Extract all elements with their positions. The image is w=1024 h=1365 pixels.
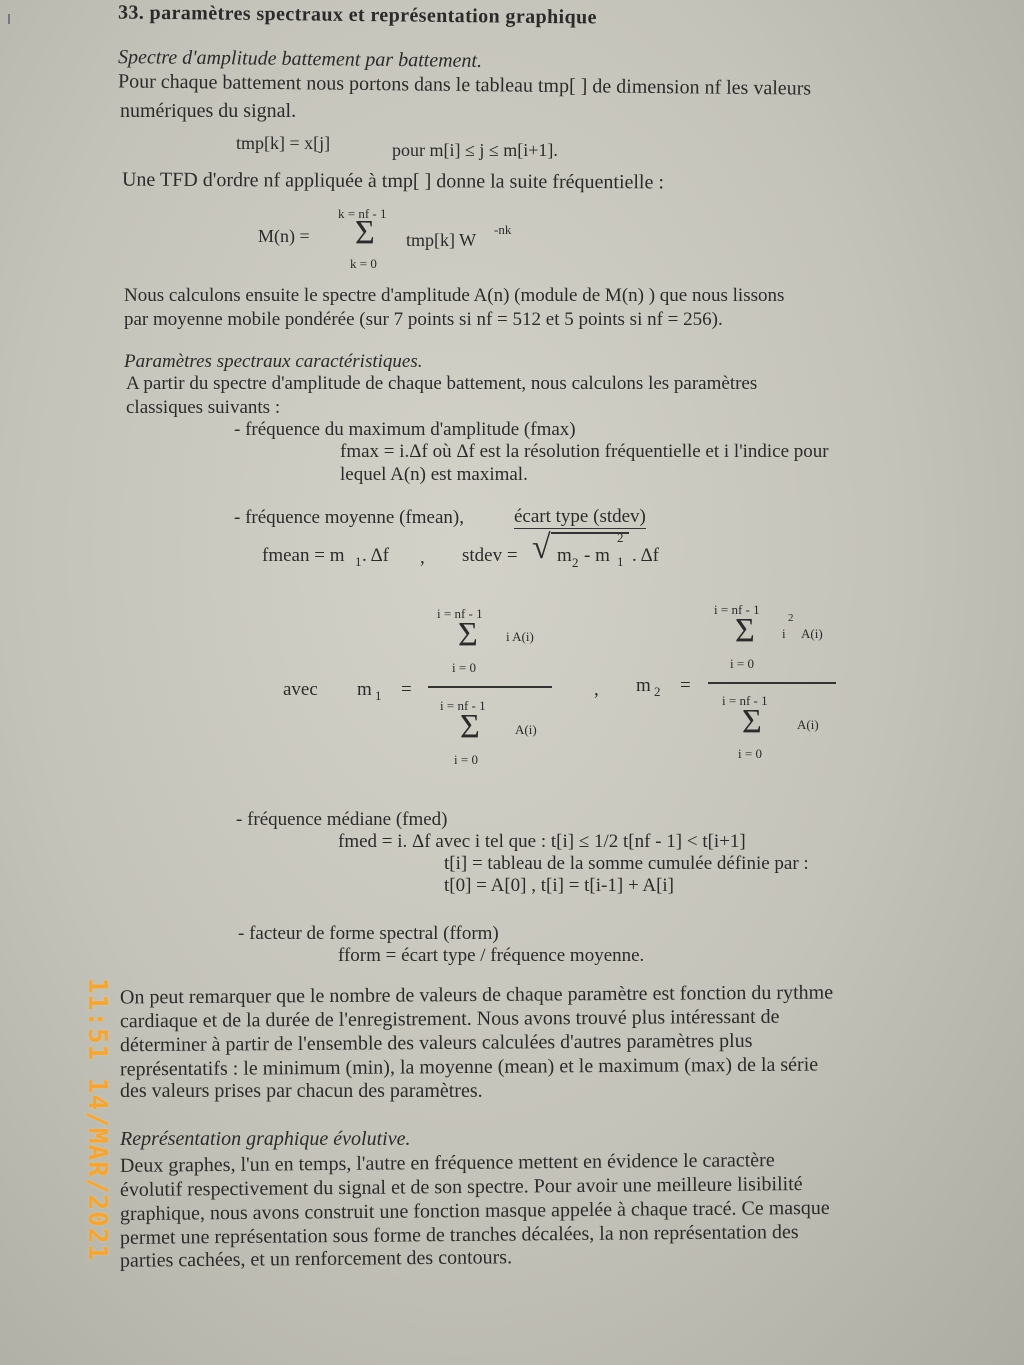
m1-denominator-body: A(i) <box>515 722 537 737</box>
sum-upper-limit: i = nf - 1 <box>440 698 486 713</box>
paragraph-line: des valeurs prises par chacun des paramètres. <box>120 1080 483 1102</box>
list-item-fmax: - fréquence du maximum d'amplitude (fmax) <box>234 419 576 440</box>
sum-lower-limit: k = 0 <box>350 256 377 271</box>
stdev-minus-m: - m <box>584 545 610 566</box>
sigma-symbol: Σ <box>355 214 375 251</box>
paragraph-line: représentatifs : le minimum (min), la moyenne (mean) et le maximum (max) de la série <box>119 1053 819 1081</box>
paragraph-line: cardiaque et de la durée de l'enregistrement. Nous avons trouvé plus intéressant de <box>119 1005 780 1033</box>
m1-label: m <box>357 679 372 700</box>
paragraph-line: Une TFD d'ordre nf appliquée à tmp[ ] donne la suite fréquentielle : <box>121 168 665 194</box>
paragraph-line: par moyenne mobile pondérée (sur 7 points si nf = 512 et 5 points si nf = 256). <box>124 309 723 330</box>
subsection-title-parametres: Paramètres spectraux caractéristiques. <box>124 351 423 372</box>
fraction-bar-m2 <box>708 682 836 684</box>
subscript: 1 <box>355 554 362 569</box>
fmax-definition: fmax = i.Δf où Δf est la résolution fréquentielle et i l'indice pour <box>340 441 829 462</box>
paragraph-line: numériques du signal. <box>120 100 297 122</box>
list-item-fmed: - fréquence médiane (fmed) <box>236 809 448 830</box>
sum-upper-limit: k = nf - 1 <box>338 206 387 221</box>
equals-sign: = <box>680 675 691 696</box>
paragraph-line: graphique, nous avons construit une fonction masque appelée à chaque tracé. Ce masque <box>119 1196 830 1226</box>
m1-numerator-body: i A(i) <box>506 629 534 644</box>
subscript: 2 <box>654 684 661 699</box>
paragraph-line: Nous calculons ensuite le spectre d'amplitude A(n) (module de M(n) ) que nous lissons <box>124 285 785 306</box>
avec-label: avec <box>283 679 318 700</box>
date-stamp: 11:51 14/MAR/2021 <box>82 978 112 1262</box>
paragraph-line: déterminer à partir de l'ensemble des valeurs calculées d'autres paramètres plus <box>119 1029 753 1057</box>
list-item-fmean: - fréquence moyenne (fmean), <box>234 507 464 528</box>
paragraph-line: On peut remarquer que le nombre de valeurs de chaque paramètre est fonction du rythme <box>119 981 834 1009</box>
stdev-formula: stdev = <box>462 545 518 566</box>
subsection-title-representation: Représentation graphique évolutive. <box>120 1128 411 1150</box>
sum-lower-limit: i = 0 <box>454 752 478 767</box>
paragraph-line: évolutif respectivement du signal et de son spectre. Pour avoir une meilleure lisibilité <box>119 1173 803 1201</box>
sum-lower-limit: i = 0 <box>730 656 754 671</box>
sigma-symbol: Σ <box>460 708 480 745</box>
equation-tmp: tmp[k] = x[j] <box>236 133 331 153</box>
m2-label: m <box>636 675 651 696</box>
paragraph-line: Deux graphes, l'un en temps, l'autre en fréquence mettent en évidence le caractère <box>119 1149 775 1177</box>
fmed-definition: t[i] = tableau de la somme cumulée définie par : <box>444 853 809 874</box>
sum-upper-limit: i = nf - 1 <box>714 602 760 617</box>
subsection-title-spectre: Spectre d'amplitude battement par battement. <box>117 46 483 72</box>
exponent: -nk <box>494 222 512 237</box>
fform-definition: fform = écart type / fréquence moyenne. <box>338 945 645 966</box>
list-item-stdev: écart type (stdev) <box>514 506 646 527</box>
sqrt-symbol: √ <box>532 529 551 566</box>
page-edge-mark <box>8 14 10 24</box>
equation-tmp-condition: pour m[i] ≤ j ≤ m[i+1]. <box>392 140 558 160</box>
separator-comma: , <box>594 679 599 700</box>
sum-lower-limit: i = 0 <box>738 746 762 761</box>
sigma-symbol: Σ <box>742 703 762 740</box>
m2-numerator-body: A(i) <box>801 626 823 641</box>
paragraph-line: classiques suivants : <box>126 397 281 418</box>
subscript: 2 <box>572 555 579 570</box>
superscript: 2 <box>617 530 624 545</box>
sigma-symbol: Σ <box>735 612 755 649</box>
paragraph-line: A partir du spectre d'amplitude de chaque battement, nous calculons les paramètres <box>126 373 758 394</box>
sigma-symbol: Σ <box>458 616 478 653</box>
paragraph-line: Pour chaque battement nous portons dans le tableau tmp[ ] de dimension nf les valeurs <box>117 70 812 100</box>
m2-numerator-i: i <box>782 626 786 641</box>
fmean-formula: fmean = m <box>262 545 345 566</box>
stdev-m: m <box>557 545 572 566</box>
sum-lower-limit: i = 0 <box>452 660 476 675</box>
paragraph-line: permet une représentation sous forme de tranches décalées, la non représentation des <box>119 1221 799 1249</box>
section-heading: 33. paramètres spectraux et représentation graphique <box>117 1 597 29</box>
subscript: 1 <box>375 688 382 703</box>
subscript: 1 <box>617 554 624 569</box>
fmed-definition: fmed = i. Δf avec i tel que : t[i] ≤ 1/2 t[nf - 1] < t[i+1] <box>338 831 746 852</box>
fmean-formula-tail: . Δf <box>362 545 389 566</box>
m2-denominator-body: A(i) <box>797 717 819 732</box>
sum-upper-limit: i = nf - 1 <box>437 606 483 621</box>
list-item-fform: - facteur de forme spectral (fform) <box>238 923 499 944</box>
sum-upper-limit: i = nf - 1 <box>722 693 768 708</box>
fmed-definition: t[0] = A[0] , t[i] = t[i-1] + A[i] <box>444 875 675 896</box>
separator-comma: , <box>420 547 425 568</box>
fraction-bar-m1 <box>428 686 552 688</box>
equals-sign: = <box>401 679 412 700</box>
superscript: 2 <box>788 612 794 624</box>
paragraph-line: parties cachées, et un renforcement des contours. <box>119 1246 513 1272</box>
equation-mn-lhs: M(n) = <box>258 226 310 246</box>
equation-mn-body: tmp[k] W <box>406 230 477 250</box>
fmax-definition: lequel A(n) est maximal. <box>340 464 528 485</box>
stdev-formula-tail: . Δf <box>632 545 659 566</box>
